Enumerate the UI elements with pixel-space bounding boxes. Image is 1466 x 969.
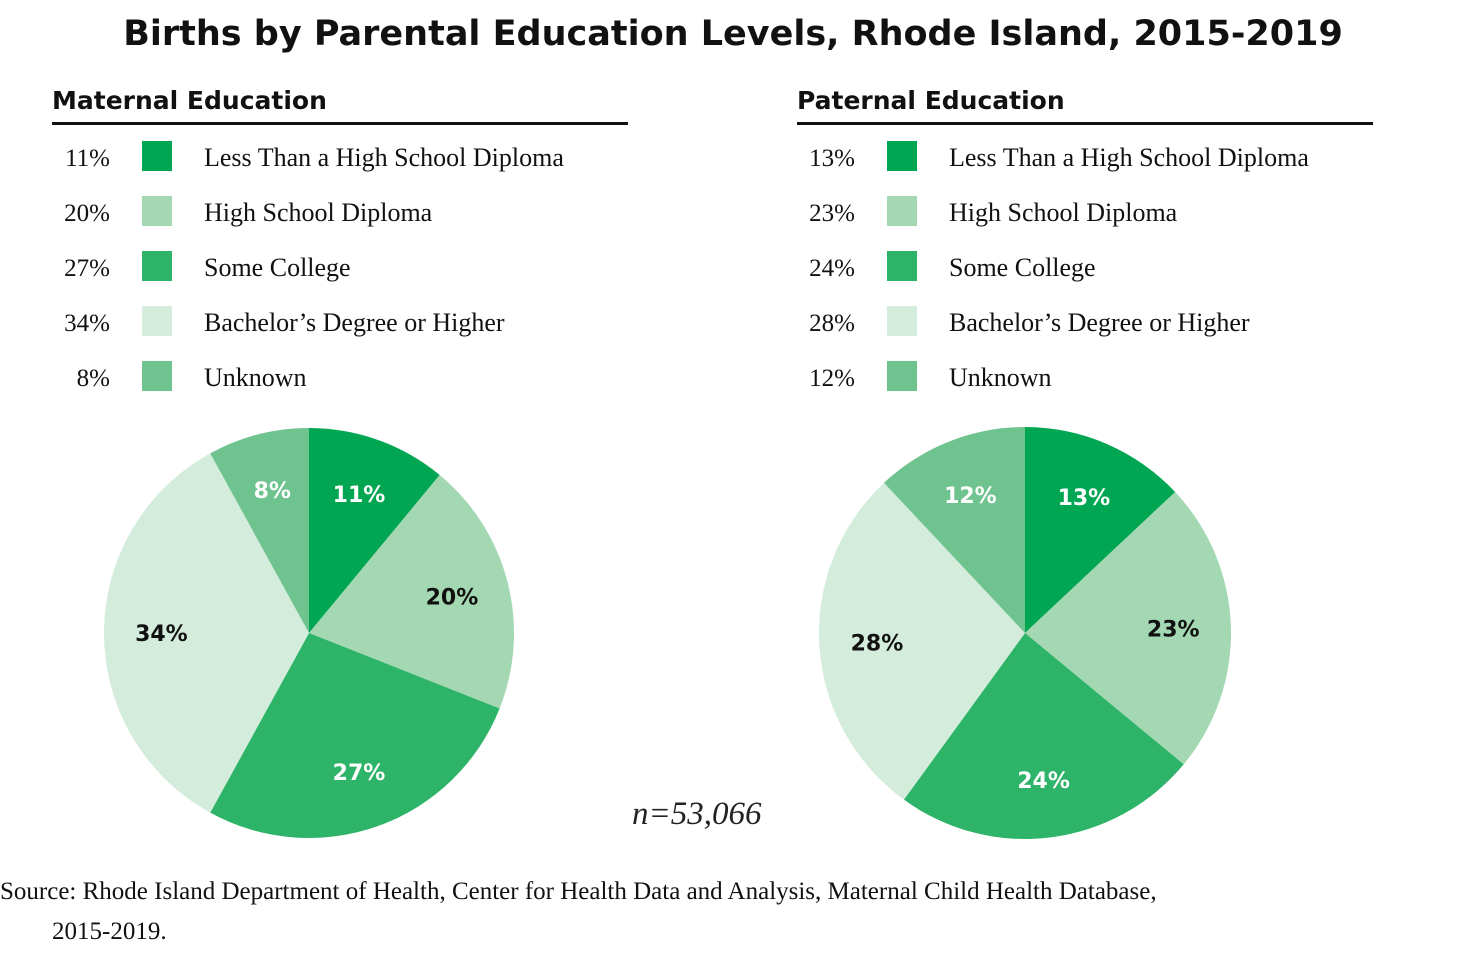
paternal-panel-title: Paternal Education bbox=[797, 86, 1373, 125]
pie-slice-label: 27% bbox=[332, 760, 386, 786]
pie-slice-label: 28% bbox=[850, 631, 904, 657]
legend-label: High School Diploma bbox=[204, 198, 433, 227]
legend-label: Bachelor’s Degree or Higher bbox=[949, 308, 1250, 337]
legend-label: High School Diploma bbox=[949, 198, 1178, 227]
legend-label: Less Than a High School Diploma bbox=[949, 143, 1309, 172]
pie-slice-label: 24% bbox=[1017, 769, 1070, 795]
legend-label: Some College bbox=[204, 253, 351, 282]
chart-title: Births by Parental Education Levels, Rhode Island, 2015-2019 bbox=[123, 14, 1343, 54]
pie-slice-label: 12% bbox=[944, 484, 997, 510]
pie-slice-label: 20% bbox=[425, 585, 479, 611]
legend-label: Some College bbox=[949, 253, 1096, 282]
legend-label: Unknown bbox=[949, 363, 1052, 392]
pie-slice-label: 11% bbox=[332, 483, 386, 509]
legend-percent: 27% bbox=[64, 255, 110, 282]
legend-percent: 8% bbox=[76, 365, 110, 392]
pie-slice-label: 23% bbox=[1146, 617, 1200, 643]
legend-label: Less Than a High School Diploma bbox=[204, 143, 564, 172]
pie-slice-label: 34% bbox=[135, 622, 188, 647]
legend-percent: 12% bbox=[809, 365, 855, 392]
pie-slice-label: 8% bbox=[253, 479, 291, 505]
legend-label: Bachelor’s Degree or Higher bbox=[204, 308, 505, 337]
legend-percent: 13% bbox=[809, 145, 855, 172]
legend-percent: 23% bbox=[809, 200, 855, 227]
sample-size-label: n=53,066 bbox=[632, 796, 762, 832]
legend-percent: 28% bbox=[809, 310, 855, 337]
source-line-2: 2015-2019. bbox=[52, 918, 167, 945]
maternal-panel-title: Maternal Education bbox=[52, 86, 628, 125]
source-line-1: Source: Rhode Island Department of Health, Center for Health Data and Analysis, Maternal Child Health Database, bbox=[0, 878, 1157, 905]
legend-percent: 20% bbox=[64, 200, 110, 227]
pie-slice-label: 13% bbox=[1057, 485, 1111, 511]
legend-percent: 34% bbox=[64, 310, 110, 337]
legend-percent: 11% bbox=[65, 145, 110, 172]
legend-percent: 24% bbox=[809, 255, 855, 282]
source-note bbox=[0, 872, 1400, 952]
legend-label: Unknown bbox=[204, 363, 307, 392]
